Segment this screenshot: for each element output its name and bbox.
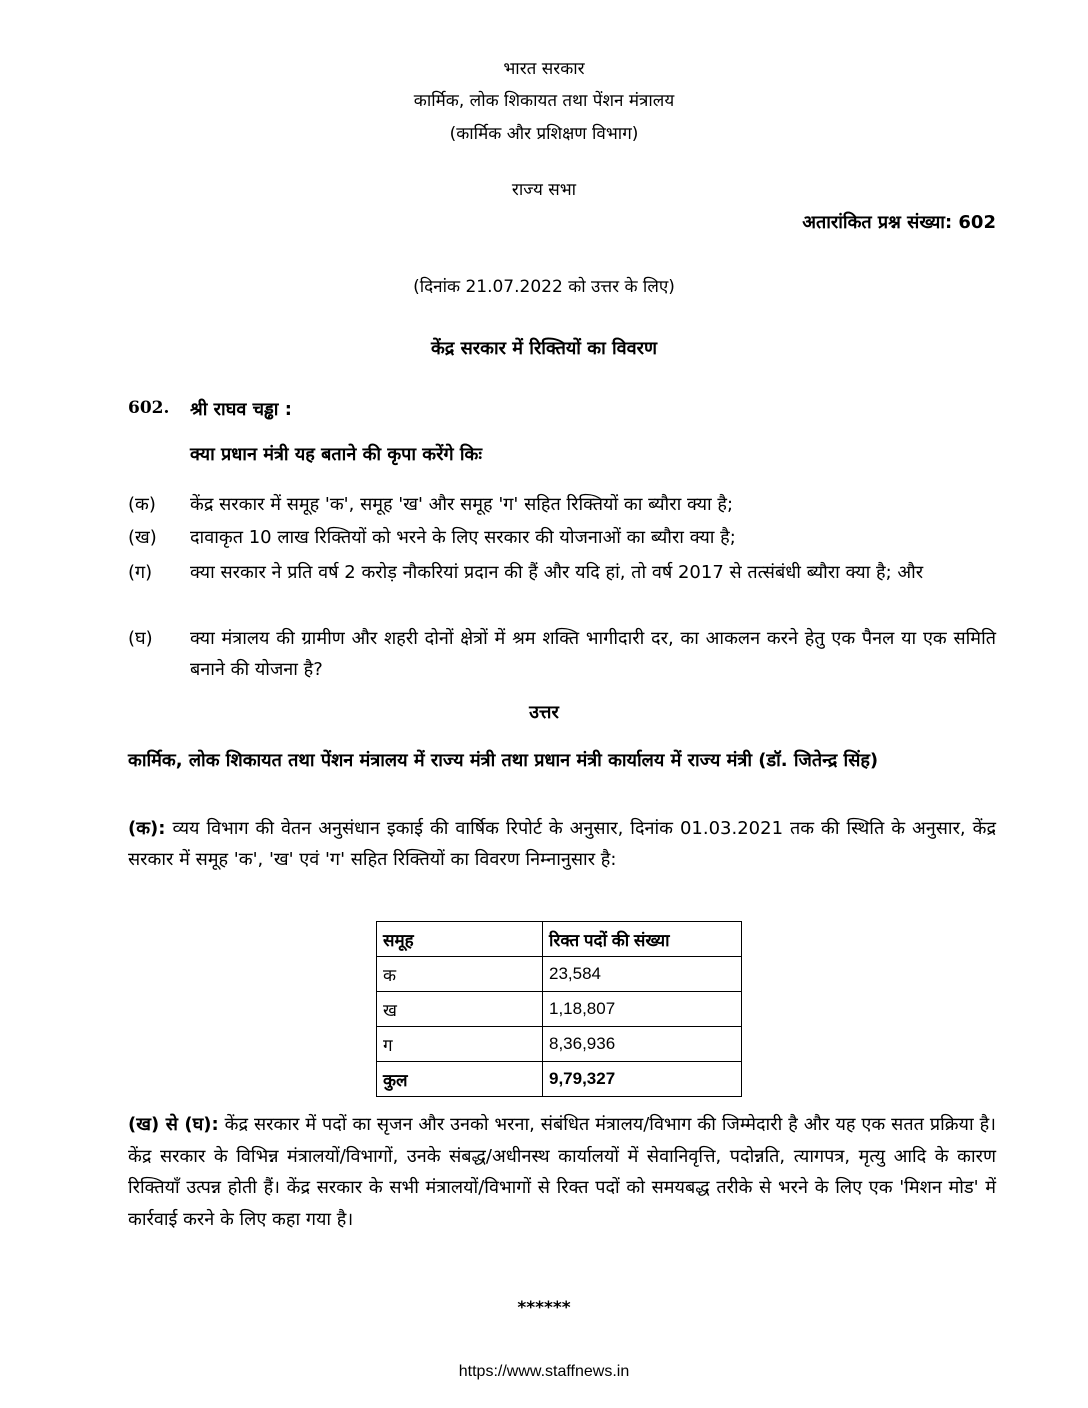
question-part-label: (क) (128, 494, 156, 515)
footer-url[interactable]: https://www.staffnews.in (458, 1363, 630, 1380)
table-header-group: समूह (377, 922, 543, 957)
subject-title: केंद्र सरकार में रिक्तियों का विवरण (430, 338, 658, 359)
question-part-label: (ग) (128, 562, 153, 583)
header-house: राज्य सभा (511, 180, 577, 200)
member-name: श्री राघव चड्ढा : (190, 399, 292, 420)
answer-part-a (128, 813, 996, 875)
question-intro: क्या प्रधान मंत्री यह बताने की कृपा करेंगे किः (190, 444, 483, 465)
table-cell-count: 23,584 (543, 957, 742, 992)
question-part-text: क्या मंत्रालय की ग्रामीण और शहरी दोनों क्षेत्रों में श्रम शक्ति भागीदारी दर, का आकलन करने हेतु एक पैनल या एक समिति बनाने की योजना है? (190, 628, 996, 680)
answer-date: (दिनांक 21.07.2022 को उत्तर के लिए) (413, 277, 675, 297)
question-part-label: (घ) (128, 628, 153, 649)
table-row (377, 957, 742, 992)
minister-name: कार्मिक, लोक शिकायत तथा पेंशन मंत्रालय में राज्य मंत्री तथा प्रधान मंत्री कार्यालय में राज्य मंत्री (डॉ. जितेन्द्र सिंह) (128, 750, 879, 771)
header-department: (कार्मिक और प्रशिक्षण विभाग) (449, 124, 639, 144)
answer-part-bd-label: (ख) से (घ): (128, 1114, 219, 1135)
answer-heading: उत्तर (529, 702, 559, 723)
vacancy-table (376, 921, 742, 1097)
question-reference: अतारांकित प्रश्न संख्या: 602 (802, 212, 996, 233)
table-header-row (377, 922, 742, 957)
table-total-row (377, 1062, 742, 1097)
header-ministry: कार्मिक, लोक शिकायत तथा पेंशन मंत्रालय (413, 91, 675, 111)
question-part-text: क्या सरकार ने प्रति वर्ष 2 करोड़ नौकरियां प्रदान की हैं और यदि हां, तो वर्ष 2017 से तत्संबंधी ब्यौरा क्या है; और (190, 562, 924, 583)
table-total-value: 9,79,327 (543, 1062, 742, 1097)
table-total-label: कुल (377, 1062, 543, 1097)
table-cell-group: ग (377, 1027, 543, 1062)
question-part-text: दावाकृत 10 लाख रिक्तियों को भरने के लिए सरकार की योजनाओं का ब्यौरा क्या है; (190, 527, 736, 548)
table-row (377, 1027, 742, 1062)
question-part-text: केंद्र सरकार में समूह 'क', समूह 'ख' और समूह 'ग' सहित रिक्तियों का ब्यौरा क्या है; (190, 494, 734, 515)
question-number: 602. (128, 398, 170, 418)
answer-part-a-label: (क): (128, 818, 166, 839)
answer-part-bd-text: केंद्र सरकार में पदों का सृजन और उनको भरना, संबंधित मंत्रालय/विभाग की जिम्मेदारी है और यह एक सतत प्रक्रिया है। केंद्र सरकार के विभिन्न मंत्रालयों/विभागों, उनके संबद्ध/अधीनस्थ कार्यालयों में सेवानिवृत्ति, पदोन्नति, त्यागपत्र, मृत्यु आदि के कारण रिक्तियाँ उत्पन्न होती हैं। केंद्र सरकार के सभी मंत्रालयों/विभागों से रिक्त पदों को समयबद्ध तरीके से भरने के लिए एक 'मिशन मोड' में कार्रवाई करने के लिए कहा गया है। (128, 1114, 997, 1230)
table-cell-group: ख (377, 992, 543, 1027)
table-header-vacancies: रिक्त पदों की संख्या (543, 922, 742, 957)
question-part-label: (ख) (128, 527, 157, 548)
table-cell-count: 1,18,807 (543, 992, 742, 1027)
end-mark: ****** (517, 1298, 571, 1318)
table-row (377, 992, 742, 1027)
table-cell-group: क (377, 957, 543, 992)
answer-part-b-to-d (128, 1109, 996, 1235)
header-government: भारत सरकार (503, 59, 585, 79)
answer-part-a-text: व्यय विभाग की वेतन अनुसंधान इकाई की वार्षिक रिपोर्ट के अनुसार, दिनांक 01.03.2021 तक की स्थिति के अनुसार, केंद्र सरकार में समूह 'क', 'ख' एवं 'ग' सहित रिक्तियों का विवरण निम्नानुसार है: (128, 818, 996, 870)
table-cell-count: 8,36,936 (543, 1027, 742, 1062)
